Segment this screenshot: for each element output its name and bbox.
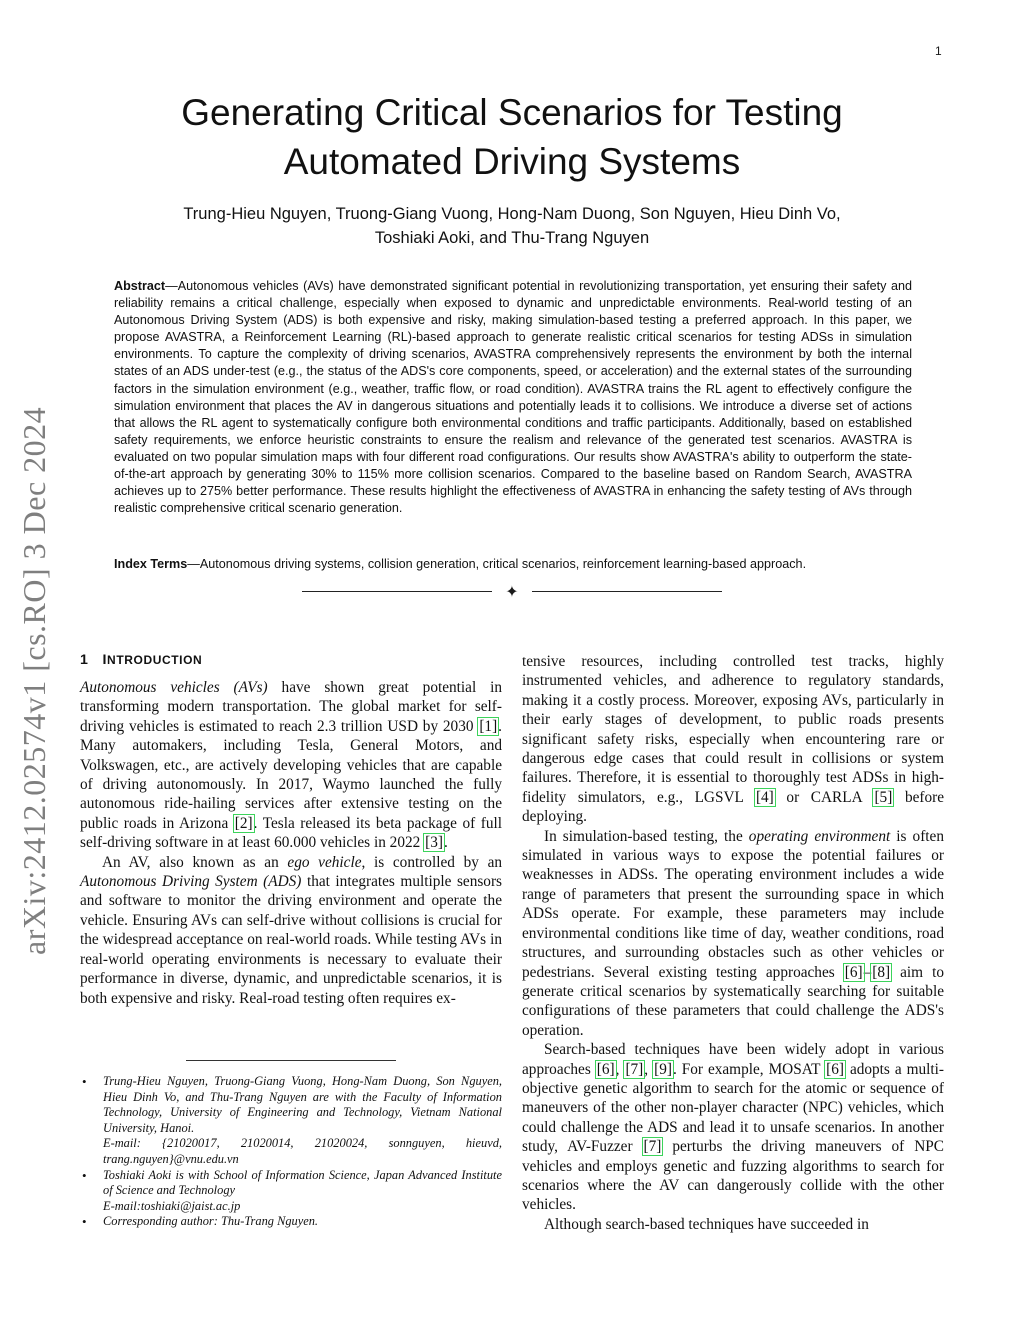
text-span: . Many automakers, including Tesla, General Motors, and Volkswagen, etc., are actively developing vehicles that are capable of driving autonomously. In 2017, Waymo launched the fully autonomous ride-hailing services after extensive testing on the public roads in Arizona <box>80 717 502 832</box>
footnote-text: • Trung-Hieu Nguyen, Truong-Giang Vuong, Hong-Nam Duong, Son Nguyen, Hieu Dinh Vo, and Thu-Trang Nguyen are with the Faculty of Information Technology, University of Engineering and Technology, Vietnam National University, Hanoi. <box>103 1074 502 1135</box>
abstract <box>114 278 912 517</box>
page-number: 1 <box>935 44 942 58</box>
citation-link[interactable]: [2] <box>234 814 253 832</box>
citation-link[interactable]: [6] <box>844 963 863 981</box>
paragraph <box>522 1040 944 1215</box>
citation-link[interactable]: [8] <box>872 963 891 981</box>
citation-link[interactable]: [6] <box>826 1060 844 1078</box>
text-span: . For example, MOSAT <box>672 1060 826 1078</box>
separator-diamond-icon: ✦ <box>505 582 519 601</box>
citation-link[interactable]: [6] <box>596 1060 615 1078</box>
citation-link[interactable]: [9] <box>654 1060 672 1078</box>
footnote-email: E-mail:toshiaki@jaist.ac.jp <box>103 1198 241 1213</box>
text-span: that integrates multiple sensors and software to monitor the driving environment and operate the vehicle. Ensuring AVs can self-drive without collisions is crucial for the widespread acceptance on real-world roads. While testing AVs in real-world operating environments is necessary to evaluate their performance in diverse, dynamic, and unpredictable scenarios, it is both expensive and risky. Real-road testing often requires ex- <box>80 873 502 1007</box>
section-title-initial: I <box>102 652 108 668</box>
paragraph <box>80 853 502 1008</box>
text-span: aim to generate critical scenarios by systematically searching for suitable configurations of these parameters that could challenge the ADS's operation. <box>522 963 944 1039</box>
text-span: have shown great potential in transforming modern transportation. The global market for self-driving vehicles is estimated to reach 2.3 trillion USD by 2030 <box>80 679 503 735</box>
citation-link[interactable]: [4] <box>755 788 774 806</box>
text-span: In simulation-based testing, the <box>544 827 749 845</box>
text-span: , is controlled by an <box>361 853 503 871</box>
text-span: , <box>644 1060 654 1078</box>
text-span: or CARLA <box>774 788 874 806</box>
paragraph <box>522 827 944 1040</box>
text-span: . Tesla released its beta package of full self-driving software in at least 60.000 vehicles in 2022 <box>80 814 502 852</box>
abstract-label: Abstract <box>114 279 166 293</box>
paragraph: Although search-based techniques have succeeded in <box>544 1215 869 1233</box>
text-span: An AV, also known as an <box>102 853 288 871</box>
index-terms-label: Index Terms <box>114 557 188 571</box>
footnote-text: • Corresponding author: Thu-Trang Nguyen. <box>103 1214 319 1229</box>
footnote-corresponding-author <box>80 1214 502 1230</box>
footnote-affiliation-1 <box>80 1074 502 1168</box>
index-terms <box>114 556 912 573</box>
citation-link[interactable]: [5] <box>874 788 893 806</box>
title-line-1: Generating Critical Scenarios for Testing <box>181 92 843 133</box>
paper-title <box>110 88 914 186</box>
authors-line-1: Trung-Hieu Nguyen, Truong-Giang Vuong, Hong-Nam Duong, Son Nguyen, Hieu Dinh Vo, <box>183 205 841 223</box>
text-span: Search-based techniques have been widely adopt in various approaches <box>522 1041 944 1078</box>
emphasis-text: ego vehicle <box>287 853 362 871</box>
text-span: – <box>863 963 872 981</box>
arxiv-identifier[interactable]: arXiv:2412.02574v1 [cs.RO] 3 Dec 2024 <box>16 406 52 955</box>
left-column <box>80 650 502 1008</box>
footnote-rule <box>186 1060 396 1061</box>
text-span: . <box>443 834 448 852</box>
citation-link[interactable]: [3] <box>425 834 443 852</box>
text-span: is often simulated in various ways to expose the potential failures or weaknesses in ADSs. The operating environment includes a wide range of parameters that present the surrounding space in which ADSs operate. For example, these parameters may include environmental conditions like time of day, weather conditions, road structures, and surrounding obstacles such as other vehicles or pedestrians. Several existing testing approaches <box>522 827 944 981</box>
footnote-text: • Toshiaki Aoki is with School of Information Science, Japan Advanced Institute of Science and Technology <box>103 1167 502 1198</box>
title-line-2: Automated Driving Systems <box>283 141 741 182</box>
citation-link[interactable]: [7] <box>625 1060 644 1078</box>
section-title-rest: NTRODUCTION <box>107 653 203 667</box>
index-terms-body: —Autonomous driving systems, collision generation, critical scenarios, reinforcement learning-based approach. <box>187 557 807 571</box>
text-span: tensive resources, including controlled test tracks, highly instrumented vehicles, and adherence to regulatory standards, making it a costly process. Moreover, exposing AVs, particularly in their early stages of development, to public roads presents significant safety risks, especially when encountering rare or dangerous edge cases that could result in collisions or system failures. Therefore, it is essential to thoroughly test ADSs in high-fidelity simulators, e.g., LGSVL <box>522 653 944 806</box>
text-span: , <box>615 1060 625 1078</box>
text-span: adopts a multi-objective genetic algorithm to search for the atomic or sequence of maneuvers of the other non-player character (NPC) vehicles, which could challenge the ADS and lead it to unsafe scenarios. In another study, AV-Fuzzer <box>522 1060 945 1156</box>
separator-line-left <box>302 591 492 592</box>
paragraph <box>522 652 944 827</box>
footnote-affiliation-2 <box>80 1168 502 1215</box>
abstract-body: —Autonomous vehicles (AVs) have demonstrated significant potential in revolutionizing transportation, yet ensuring their safety and reliability remains a critical challenge, especially when exposed to dynamic and unpredictable environments. Real-world testing of an Autonomous Driving System (ADS) is both expensive and risky, making simulation-based testing a preferred approach. In this paper, we propose AVASTRA, a Reinforcement Learning (RL)-based approach to generate realistic critical scenarios for testing ADSs in simulation environments. To capture the complexity of driving scenarios, AVASTRA comprehensively represents the environment by both the internal states of an ADS under-test (e.g., the status of the ADS's core components, speed, or acceleration) and the external states of the surrounding factors in the simulation environment (e.g., weather, traffic flow, or road condition). AVASTRA trains the RL agent to effectively configure the simulation environment that places the AV in dangerous situations and potentially leads it to collisions. We introduce a diverse set of actions that allows the RL agent to systematically configure both environmental conditions and traffic participants. Additionally, based on established safety requirements, we enforce heuristic constraints to ensure the realism and relevance of the generated test scenarios. AVASTRA is evaluated on two popular simulation maps with four different road configurations. Our results show AVASTRA's ability to outperform the state-of-the-art approach by generating 30% to 115% more collision scenarios. Compared to the baseline based on Random Search, AVASTRA achieves up to 275% better performance. These results highlight the effectiveness of AVASTRA in enhancing the safety testing of AVs through realistic comprehensive critical scenario generation. <box>114 279 912 516</box>
citation-link[interactable]: [1] <box>479 717 498 735</box>
author-list <box>120 202 904 250</box>
separator-line-right <box>532 591 722 592</box>
footnotes <box>80 1074 502 1230</box>
authors-line-2: Toshiaki Aoki, and Thu-Trang Nguyen <box>374 229 650 247</box>
emphasis-text: Autonomous Driving System (ADS) <box>80 873 302 891</box>
section-number: 1 <box>80 652 89 668</box>
section-heading-introduction <box>80 650 502 670</box>
citation-link[interactable]: [7] <box>643 1138 662 1156</box>
emphasis-text: Autonomous vehicles (AVs) <box>80 679 268 696</box>
footnote-email: E-mail: {21020017, 21020014, 21020024, sonnguyen, hieuvd, trang.nguyen}@vnu.edu.vn <box>103 1136 502 1166</box>
text-span: before deploying. <box>522 788 945 826</box>
text-span: perturbs the driving maneuvers of NPC vehicles and employs genetic and fuzzing algorithms to search for scenarios where the AV can dangerously collide with the other vehicles. <box>522 1138 944 1214</box>
right-column <box>522 652 944 1234</box>
section-separator <box>302 582 722 602</box>
paragraph <box>80 678 502 853</box>
emphasis-text: operating environment <box>748 827 891 845</box>
